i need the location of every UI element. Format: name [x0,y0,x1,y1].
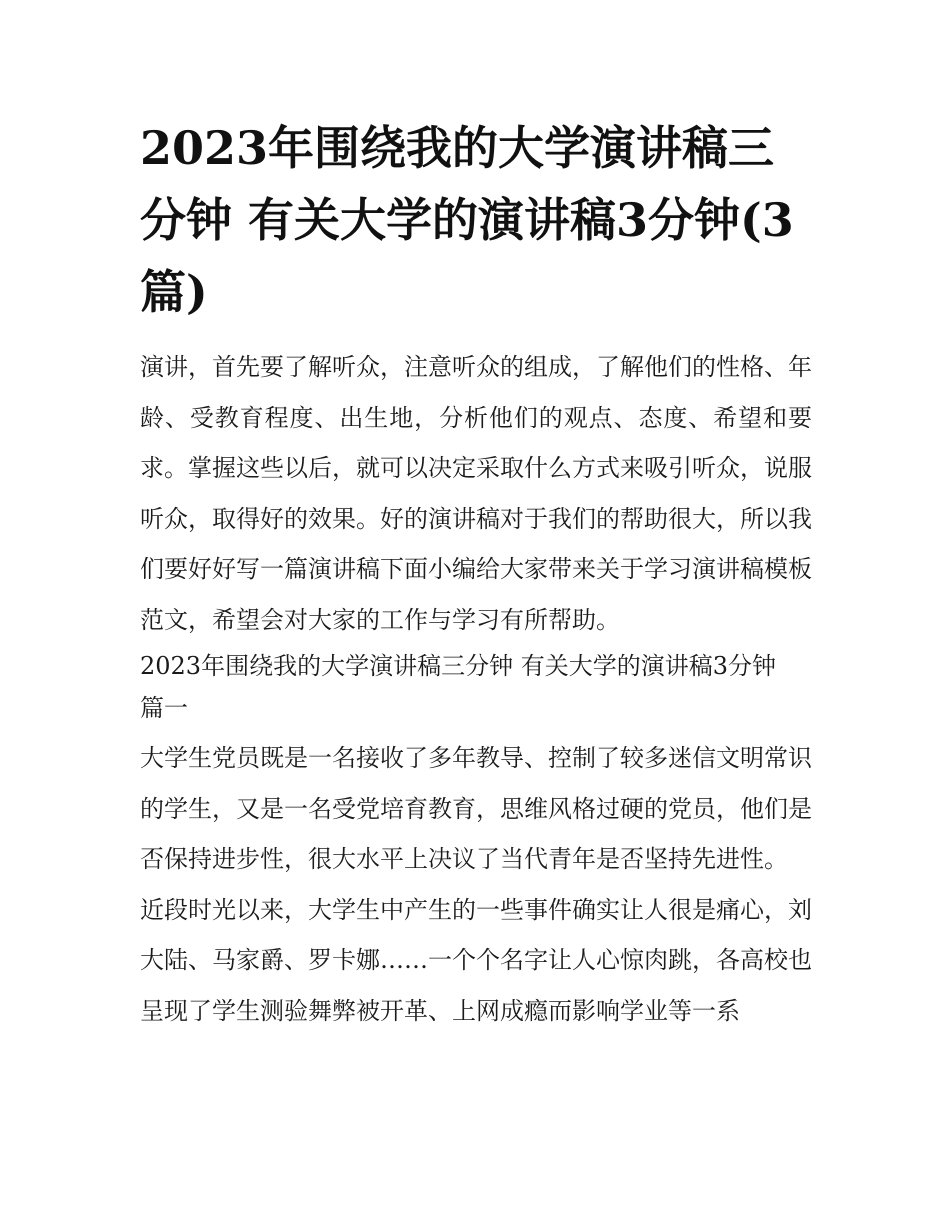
section-heading-line1: 2023年围绕我的大学演讲稿三分钟 有关大学的演讲稿3分钟 [140,652,776,680]
section-heading [140,645,812,729]
body-paragraph-2: 近段时光以来，大学生中产生的一些事件确实让人很是痛心，刘大陆、马家爵、罗卡娜……一个个名字让人心惊肉跳，各高校也呈现了学生测验舞弊被开革、上网成瘾而影响学业等一系 [140,895,812,1025]
body-paragraph-1: 大学生党员既是一名接收了多年教导、控制了较多迷信文明常识的学生，又是一名受党培育教育，思维风格过硬的党员，他们是否保持进步性，很大水平上决议了当代青年是否坚持先进性。 [140,744,812,873]
document-title: 2023年围绕我的大学演讲稿三分钟 有关大学的演讲稿3分钟(3篇) [140,121,794,319]
intro-paragraph: 演讲，首先要了解听众，注意听众的组成，了解他们的性格、年龄、受教育程度、出生地，分析他们的观点、态度、希望和要求。掌握这些以后，就可以决定采取什么方式来吸引听众，说服听众，取得好的效果。好的演讲稿对于我们的帮助很大，所以我们要好好写一篇演讲稿下面小编给大家带来关于学习演讲稿模板范文，希望会对大家的工作与学习有所帮助。 [140,353,812,634]
section-heading-line2: 篇一 [140,694,188,722]
document-body [140,112,812,1036]
